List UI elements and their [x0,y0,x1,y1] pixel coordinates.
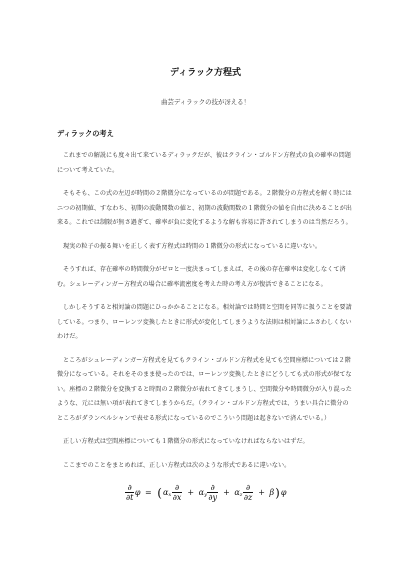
dirac-equation [57,483,354,502]
formula-equals: = [145,488,152,497]
paragraph-3: 現実の粒子の振る舞いを正しく表す方程式は時間の１階微分の形式になっているに違いない。 [63,242,322,250]
formula-y-derivative: $\frac{\partial}{\partial y}$ [208,483,218,502]
formula-left-paren: ( [157,485,162,500]
formula-psi-rhs: φ [280,488,287,497]
paragraph-2: そもそも、この式の左辺が時間の２階微分になっているのが問題である。２階微分の方程式を解く時にはニつの初期値、すなわち、初期の波動関数の値と、初期の波動関数の１階微分の値を自由に決めることが出来る。これでは制限が無さ過ぎて、確率が負に変化するような解も容易に許されてしまうのは当然だろう。 [57,190,352,226]
section-heading: ディラックの考え [57,129,114,138]
paragraph-1: これまでの解説にも度々出て来ているディラックだが、彼はクライン・ゴルドン方程式の負の確率の問題について考えていた。 [57,152,351,174]
formula-plus-2: + [223,488,230,497]
formula-alpha-y: $\alpha_y$ [198,487,207,498]
formula-beta: β [269,488,275,497]
paragraph-7: 正しい方程式は空間座標についても１階微分の形式になっていなければならないはずだ。 [63,438,309,445]
formula-z-derivative: $\frac{\partial}{\partial z}$ [243,483,253,502]
paragraph-8: ここまでのことをまとめれば、正しい方程式は次のような形式であるに違いない。 [63,461,291,469]
formula-plus-3: + [258,488,265,497]
document-title: ディラック方程式 [169,68,242,78]
paragraph-5: しかしそうすると相対論の問題にひっかかることになる。相対論では時間と空間を同等に扱うことを要請している。つまり、ローレンツ変換したときに形式が変化してしまうような法則は相対論にふさわしくないわけだ。 [57,304,352,340]
formula-x-derivative: $\frac{\partial}{\partial x}$ [172,483,182,502]
paragraph-6: ところがシュレーディンガー方程式を見てもクライン・ゴルドン方程式を見ても空間座標については２階微分になっている。それをそのまま使ったのでは、ローレンツ変換したときにどうしても式の形式が保てない。座標の２階微分を変換すると時間の２階微分が表れてきてしまうし、空間微分や時間微分が入り混ったような、元には無い項が表れてきてしまうからだ。（クライン・ゴルドン方程式では、うまい具合に微分のところがダランベルシャンで表せる形式になっているのでこういう問題は起きないで済んでいる。） [57,356,352,422]
formula-alpha-z: $\alpha_z$ [234,487,243,498]
formula-time-derivative [125,483,134,502]
formula-partial-symbol: ∂ [127,483,132,492]
paragraph-4: そうすれば、存在確率の時間微分がゼロと一度決まってしまえば、その後の存在確率は変化しなくて済む。シュレーディンガー方程式の場合に確率流密度を考えた時の考え方が復活できることになる。 [57,266,346,288]
formula-psi-lhs: φ [134,488,141,497]
formula-alpha-x: $\alpha_x$ [162,487,172,498]
formula-plus-1: + [187,488,195,497]
formula-dt: ∂t [126,493,134,502]
document-subtitle: 曲芸ディラックの技が冴える！ [161,98,250,106]
formula-right-paren: ) [275,485,280,500]
